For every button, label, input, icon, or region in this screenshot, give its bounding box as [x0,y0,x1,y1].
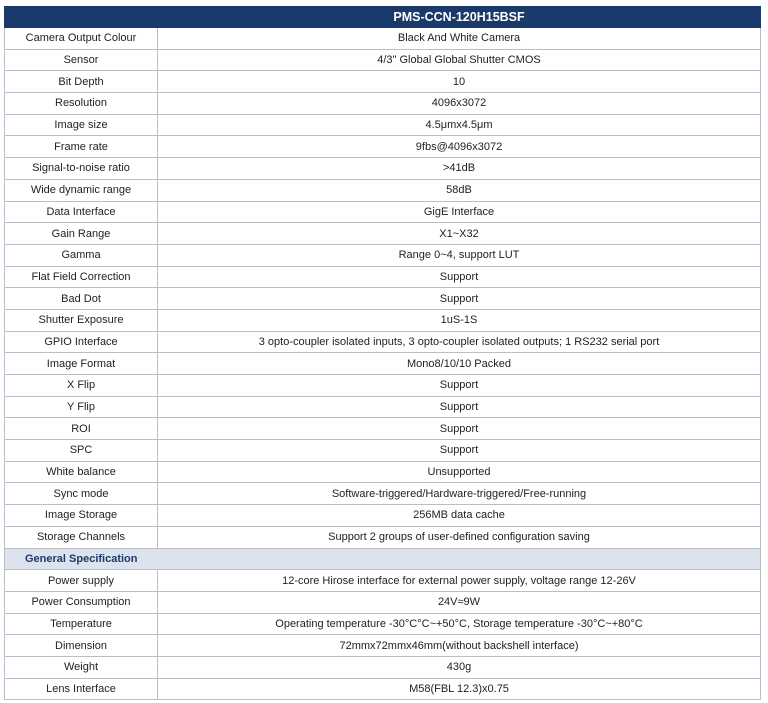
spec-value: GigE Interface [158,201,761,223]
section-header [5,548,761,570]
table-row [5,28,761,50]
spec-value: X1~X32 [158,223,761,245]
table-row [5,136,761,158]
spec-value: 72mmx72mmx46mm(without backshell interface) [158,635,761,657]
spec-value: Support [158,440,761,462]
table-row [5,288,761,310]
spec-label: X Flip [5,375,158,397]
header-blank-cell [5,7,158,28]
spec-table [4,6,761,700]
spec-label: Shutter Exposure [5,309,158,331]
spec-label: Data Interface [5,201,158,223]
spec-sheet [4,6,760,700]
spec-label: Image Storage [5,505,158,527]
table-row [5,309,761,331]
spec-value: Support [158,266,761,288]
table-row [5,331,761,353]
spec-label: Temperature [5,613,158,635]
spec-label: Lens Interface [5,678,158,700]
spec-label: Gamma [5,244,158,266]
spec-value: 9fbs@4096x3072 [158,136,761,158]
spec-label: Frame rate [5,136,158,158]
table-row [5,461,761,483]
spec-label: Power supply [5,570,158,592]
table-row [5,591,761,613]
table-row [5,418,761,440]
section-title: General Specification [5,548,761,570]
spec-value: Support [158,396,761,418]
spec-value: Range 0~4, support LUT [158,244,761,266]
table-row [5,375,761,397]
spec-label: Storage Channels [5,526,158,548]
spec-value: 430g [158,656,761,678]
spec-value: 4.5μmx4.5μm [158,114,761,136]
table-row [5,440,761,462]
spec-value: Support 2 groups of user-defined configuration saving [158,526,761,548]
spec-label: ROI [5,418,158,440]
spec-label: Power Consumption [5,591,158,613]
spec-label: Gain Range [5,223,158,245]
spec-value: >41dB [158,158,761,180]
spec-label: Signal-to-noise ratio [5,158,158,180]
table-row [5,656,761,678]
spec-value: Unsupported [158,461,761,483]
table-row [5,266,761,288]
table-row [5,93,761,115]
spec-value: 256MB data cache [158,505,761,527]
table-row [5,570,761,592]
spec-label: Image Format [5,353,158,375]
table-row [5,114,761,136]
table-row [5,158,761,180]
spec-label: Y Flip [5,396,158,418]
spec-label: Dimension [5,635,158,657]
spec-label: Flat Field Correction [5,266,158,288]
spec-value: 10 [158,71,761,93]
spec-label: SPC [5,440,158,462]
table-header [5,7,761,28]
spec-value: Support [158,375,761,397]
spec-label: White balance [5,461,158,483]
spec-value: Support [158,288,761,310]
table-row [5,678,761,700]
spec-value: 24V≈9W [158,591,761,613]
spec-label: Weight [5,656,158,678]
spec-value: 4096x3072 [158,93,761,115]
table-row [5,353,761,375]
table-row [5,223,761,245]
table-row [5,613,761,635]
spec-label: Bad Dot [5,288,158,310]
spec-value: 58dB [158,179,761,201]
table-row [5,49,761,71]
spec-value: Operating temperature -30°C°C~+50°C, Storage temperature -30°C~+80°C [158,613,761,635]
spec-value: 4/3" Global Global Shutter CMOS [158,49,761,71]
table-row [5,483,761,505]
spec-value: Black And White Camera [158,28,761,50]
spec-value: Mono8/10/10 Packed [158,353,761,375]
spec-label: Bit Depth [5,71,158,93]
spec-label: Wide dynamic range [5,179,158,201]
spec-value: Support [158,418,761,440]
spec-value: 12-core Hirose interface for external power supply, voltage range 12-26V [158,570,761,592]
table-row [5,201,761,223]
table-row [5,396,761,418]
model-name: PMS-CCN-120H15BSF [158,7,761,28]
spec-value: Software-triggered/Hardware-triggered/Free-running [158,483,761,505]
table-row [5,179,761,201]
spec-label: Sensor [5,49,158,71]
spec-label: Resolution [5,93,158,115]
table-row [5,71,761,93]
table-row [5,526,761,548]
spec-value: 1uS-1S [158,309,761,331]
table-row [5,635,761,657]
spec-label: Camera Output Colour [5,28,158,50]
spec-value: 3 opto-coupler isolated inputs, 3 opto-coupler isolated outputs; 1 RS232 serial port [158,331,761,353]
table-row [5,505,761,527]
spec-value: M58(FBL 12.3)x0.75 [158,678,761,700]
spec-label: Sync mode [5,483,158,505]
table-row [5,244,761,266]
spec-label: GPIO Interface [5,331,158,353]
spec-label: Image size [5,114,158,136]
